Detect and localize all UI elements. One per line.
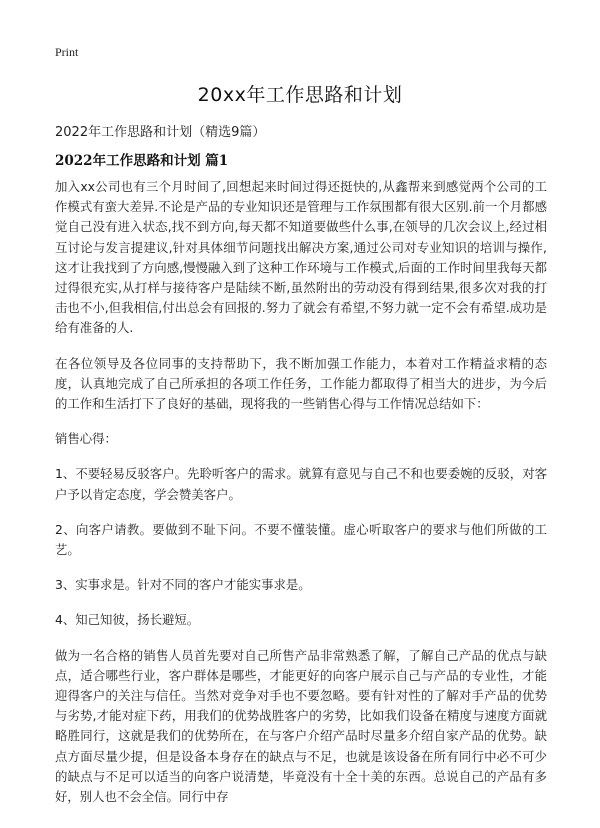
print-link[interactable]: Print [55,45,79,59]
paragraph-tip-4: 4、知己知彼，扬长避短。 [55,612,200,628]
paragraph-intro: 加入xx公司也有三个月时间了,回想起来时间过得还挺快的,从鑫帮来到感觉两个公司的工作模式有蛮大差异.不论是产品的专业知识还是管理与工作氛围都有很大区别.前一个月都感觉自己没有进入状态,找不到方向,每天都不知道要做些什么事,在领导的几次会议上,经过相互讨论与发言提建议,针对具体细节问题找出解决方案,通过公司对专业知识的培训与操作,这才让我找到了方向感,慢慢融入到了这种工作环境与工作模式,后面的工作时间里我每天都过得很充实,从打样与接待客户是陆续不断,虽然附出的劳动没有得到结果,很多次对我的打击也不小,但我相信,付出总会有回报的.努力了就会有希望,不努力就一定不会有希望.成功是给有准备的人. [55,179,547,336]
paragraph-tip-2: 2、向客户请教。要做到不耻下问。不要不懂装懂。虚心听取客户的要求与他们所做的工艺。 [55,521,547,558]
paragraph-tip-3: 3、实事求是。针对不同的客户才能实事求是。 [55,577,311,593]
paragraph-sales-heading: 销售心得： [55,431,117,447]
paragraph-summary: 在各位领导及各位同事的支持帮助下，我不断加强工作能力，本着对工作精益求精的态度，认真地完成了自己所承担的各项工作任务，工作能力都取得了相当大的进步，为今后的工作和生活打下了良好的基础，现将我的一些销售心得与工作情况总结如下： [55,355,547,412]
section-heading: 2022年工作思路和计划 篇1 [55,153,229,169]
article-body [55,177,547,822]
page-title: 20xx年工作思路和计划 [197,84,403,106]
document-subtitle: 2022年工作思路和计划（精选9篇） [55,125,266,140]
paragraph-tip-1: 1、不要轻易反驳客户。先聆听客户的需求。就算有意见与自己不和也要委婉的反驳，对客户予以肯定态度，学会赞美客户。 [55,466,547,502]
paragraph-details: 做为一名合格的销售人员首先要对自己所售产品非常熟悉了解，了解自己产品的优点与缺点，适合哪些行业，客户群体是哪些，才能更好的向客户展示自己与产品的专业性，才能迎得客户的关注与信任。当然对竞争对手也不要忽略。要有针对性的了解对手产品的优势与劣势,才能对症下药，用我们的优势战胜客户的劣势，比如我们设备在精度与速度方面就略胜同行，这就是我们的优势所在，在与客户介绍产品时尽量多介绍自家产品的优势。缺点方面尽量少提，但是设备本身存在的缺点与不足，也就是该设备在所有同行中必不可少的缺点与不足可以适当的向客户说清楚，毕竟没有十全十美的东西。总说自己的产品有多好，别人也不会全信。同行中存 [55,647,547,805]
